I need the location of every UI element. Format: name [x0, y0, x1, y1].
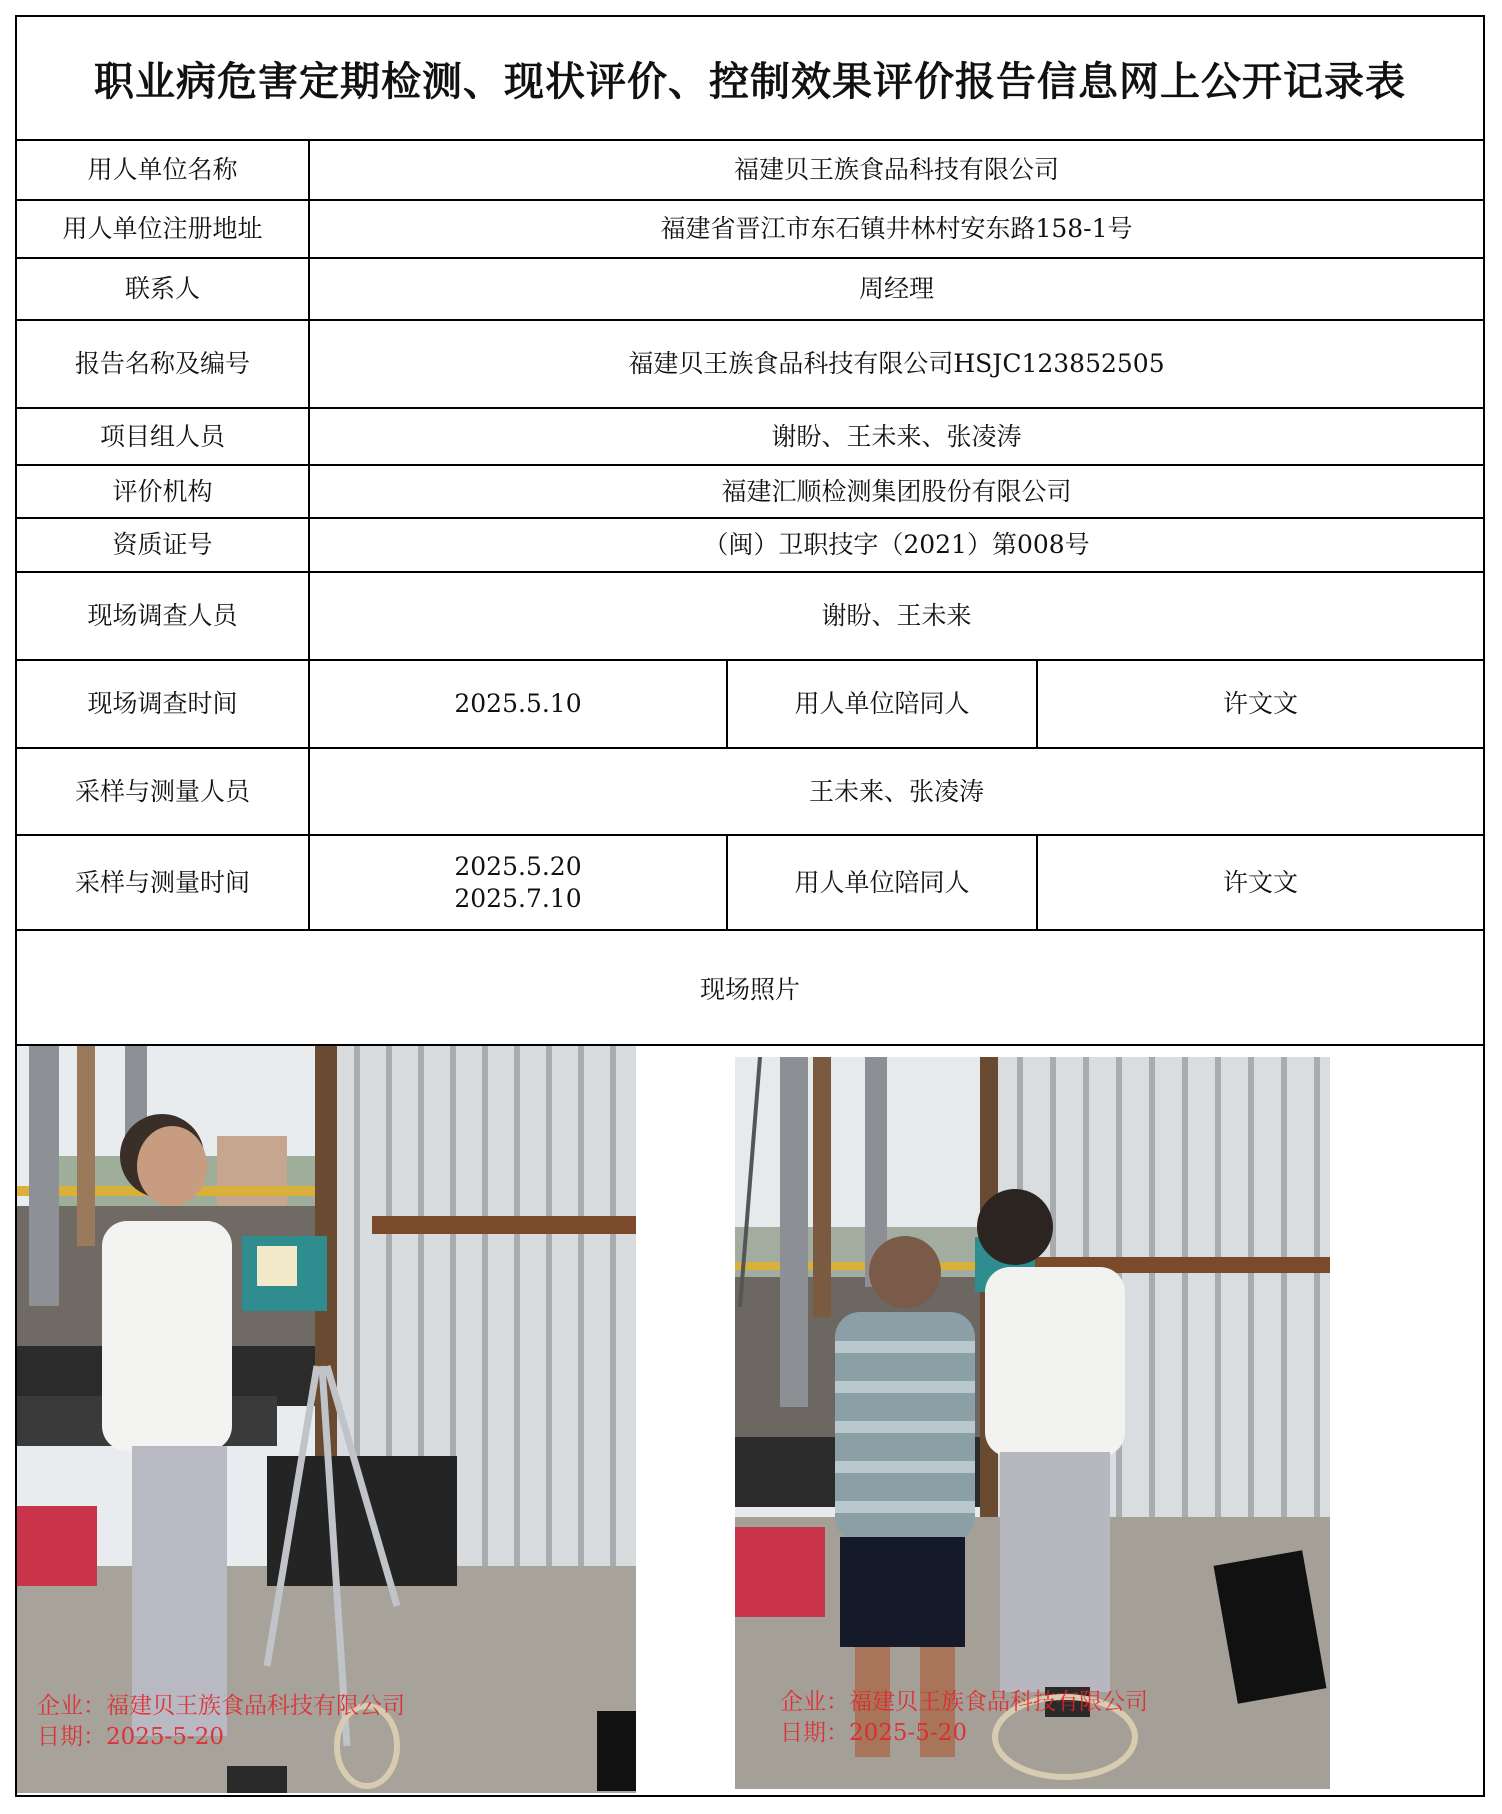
value-contact-person: 周经理 — [858, 274, 934, 304]
site-photo-2 — [735, 1057, 1330, 1789]
row-qualification-number — [17, 519, 1483, 573]
label-sampling-time: 采样与测量时间 — [17, 836, 310, 929]
label-contact-person: 联系人 — [17, 259, 310, 319]
row-project-team — [17, 409, 1483, 466]
row-survey-staff — [17, 573, 1483, 661]
value-report-name-number: 福建贝王族食品科技有限公司HSJC123852505 — [628, 349, 1165, 379]
disclosure-record-table — [15, 15, 1485, 1797]
value-project-team: 谢盼、王未来、张凌涛 — [771, 421, 1022, 451]
row-contact-person — [17, 259, 1483, 321]
row-evaluation-agency — [17, 466, 1483, 519]
photo-1-watermark — [37, 1691, 405, 1753]
value-survey-companion: 许文文 — [1222, 689, 1298, 719]
row-survey-time — [17, 661, 1483, 749]
value-survey-staff: 谢盼、王未来 — [821, 601, 972, 631]
photo-2-watermark-date: 日期：2025-5-20 — [780, 1720, 967, 1747]
site-photo-2-image — [735, 1057, 1330, 1789]
row-sampling-staff — [17, 749, 1483, 836]
row-report-name-number — [17, 321, 1483, 409]
document-title: 职业病危害定期检测、现状评价、控制效果评价报告信息网上公开记录表 — [17, 17, 1483, 141]
value-sampling-companion: 许文文 — [1222, 867, 1298, 897]
site-photo-1-image — [17, 1046, 636, 1793]
photo-2-watermark-company: 企业：福建贝王族食品科技有限公司 — [780, 1689, 1148, 1715]
photo-1-watermark-date: 日期：2025-5-20 — [37, 1724, 224, 1751]
label-employer-name: 用人单位名称 — [17, 141, 310, 199]
photo-1-watermark-company: 企业：福建贝王族食品科技有限公司 — [37, 1693, 405, 1719]
site-photos-header: 现场照片 — [17, 931, 1483, 1046]
label-survey-staff: 现场调查人员 — [17, 573, 310, 659]
value-qualification-number: （闽）卫职技字（2021）第008号 — [703, 530, 1090, 560]
label-project-team: 项目组人员 — [17, 409, 310, 464]
value-survey-date: 2025.5.10 — [310, 661, 728, 747]
value-registered-address: 福建省晋江市东石镇井林村安东路158-1号 — [660, 214, 1133, 244]
value-employer-name: 福建贝王族食品科技有限公司 — [733, 155, 1059, 185]
label-survey-time: 现场调查时间 — [17, 661, 310, 747]
label-sampling-companion: 用人单位陪同人 — [728, 836, 1038, 929]
row-registered-address — [17, 201, 1483, 259]
label-qualification-number: 资质证号 — [17, 519, 310, 571]
value-sampling-staff: 王未来、张凌涛 — [808, 776, 984, 806]
row-sampling-time — [17, 836, 1483, 931]
label-survey-companion: 用人单位陪同人 — [728, 661, 1038, 747]
site-photo-1 — [17, 1046, 636, 1793]
sampling-date-2: 2025.7.10 — [454, 883, 582, 913]
row-employer-name — [17, 141, 1483, 201]
value-evaluation-agency: 福建汇顺检测集团股份有限公司 — [721, 476, 1072, 506]
photo-2-watermark — [780, 1687, 1148, 1749]
label-sampling-staff: 采样与测量人员 — [17, 749, 310, 834]
value-sampling-dates — [310, 836, 728, 929]
label-registered-address: 用人单位注册地址 — [17, 201, 310, 257]
label-evaluation-agency: 评价机构 — [17, 466, 310, 517]
label-report-name-number: 报告名称及编号 — [17, 321, 310, 407]
sampling-date-1: 2025.5.20 — [454, 852, 582, 882]
